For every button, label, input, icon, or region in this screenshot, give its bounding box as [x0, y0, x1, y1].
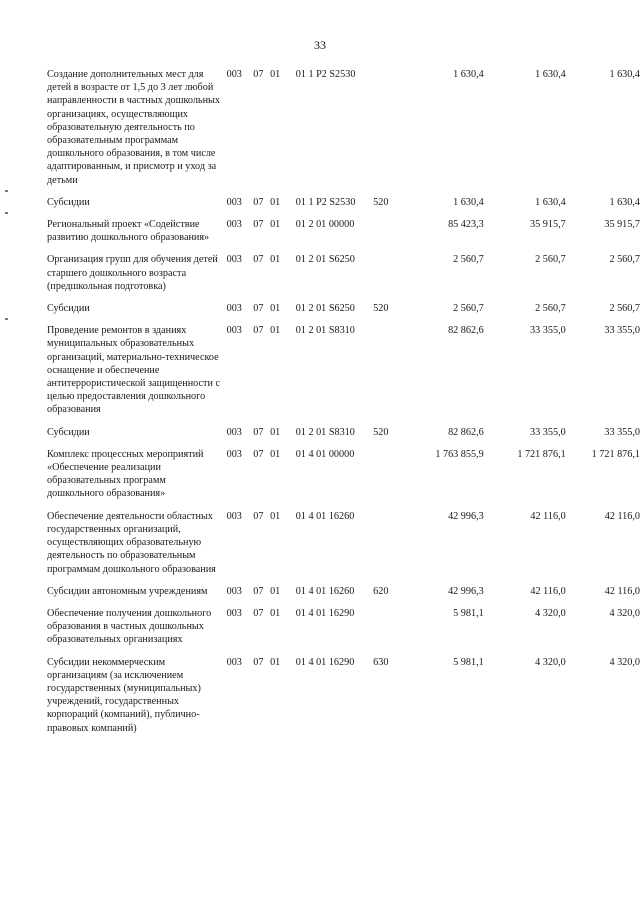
amount-year-2: 42 116,0	[530, 585, 566, 597]
table-row	[47, 448, 640, 510]
expense-name: Комплекс процессных мероприятий «Обеспечение реализации образовательных программ дошкольного образования»	[47, 448, 204, 500]
subsection-code: 01	[270, 585, 281, 597]
amount-year-1: 5 981,1	[453, 607, 484, 619]
table-row	[47, 656, 640, 744]
expense-type-code	[373, 448, 397, 510]
target-article-code: 01 4 01 16290	[295, 607, 355, 619]
grbs-code: 003	[226, 196, 242, 208]
section-code: 07	[253, 656, 264, 668]
amount-year-1: 42 996,3	[448, 510, 484, 522]
page-number: 33	[314, 38, 326, 52]
amount-year-1: 2 560,7	[453, 303, 484, 315]
section-code: 07	[253, 607, 264, 619]
grbs-code: 003	[226, 254, 242, 266]
amount-year-2: 1 630,4	[535, 196, 566, 208]
expense-name: Субсидии	[47, 303, 90, 315]
table-row	[47, 585, 640, 607]
grbs-code: 003	[226, 69, 242, 80]
grbs-code: 003	[226, 219, 242, 231]
amount-year-3: 33 355,0	[604, 426, 640, 438]
amount-year-1: 1 630,4	[453, 69, 484, 80]
grbs-code: 003	[226, 607, 242, 619]
grbs-code: 003	[226, 656, 242, 668]
amount-year-1: 1 763 855,9	[435, 448, 484, 460]
target-article-code: 01 2 01 S6250	[295, 303, 355, 315]
expense-type-code	[373, 218, 397, 253]
expense-name: Субсидии некоммерческим организациям (за исключением государственных (муниципальных) учреждений, государственных корпораций (компаний), публично-правовых компаний)	[47, 656, 201, 734]
amount-year-1: 5 981,1	[453, 656, 484, 668]
expense-type-code	[373, 607, 397, 656]
target-article-code: 01 4 01 00000	[295, 448, 355, 460]
expense-type-code	[373, 324, 397, 425]
table-row	[47, 302, 640, 324]
grbs-code: 003	[226, 510, 242, 522]
subsection-code: 01	[270, 303, 281, 315]
expense-type-code: 520	[373, 196, 389, 208]
section-code: 07	[253, 426, 264, 438]
amount-year-2: 33 355,0	[530, 426, 566, 438]
amount-year-2: 2 560,7	[535, 254, 566, 266]
amount-year-1: 42 996,3	[448, 585, 484, 597]
amount-year-2: 2 560,7	[535, 303, 566, 315]
grbs-code: 003	[226, 303, 242, 315]
table-row	[47, 510, 640, 585]
expense-type-code	[373, 68, 397, 196]
subsection-code: 01	[270, 69, 281, 80]
table-row	[47, 426, 640, 448]
section-code: 07	[253, 303, 264, 315]
expense-name: Организация групп для обучения детей старшего дошкольного возраста (предшкольная подготовка)	[47, 254, 218, 292]
amount-year-3: 35 915,7	[604, 219, 640, 231]
section-code: 07	[253, 585, 264, 597]
subsection-code: 01	[270, 325, 281, 337]
subsection-code: 01	[270, 656, 281, 668]
expense-type-code: 620	[373, 585, 389, 597]
budget-table	[47, 68, 640, 744]
expense-name: Создание дополнительных мест для детей в возрасте от 1,5 до 3 лет любой направленности в частных дошкольных организациях, осуществляющих образовательную деятельность по образовательным программам дошкольного образования, в том числе адаптированным, и присмотр и уход за детьми	[47, 69, 220, 186]
target-article-code: 01 1 P2 S2530	[295, 196, 356, 208]
amount-year-3: 42 116,0	[604, 585, 640, 597]
expense-type-code: 520	[373, 426, 389, 438]
subsection-code: 01	[270, 196, 281, 208]
section-code: 07	[253, 325, 264, 337]
amount-year-3: 33 355,0	[604, 325, 640, 337]
amount-year-2: 4 320,0	[535, 607, 566, 619]
section-code: 07	[253, 510, 264, 522]
table-row	[47, 68, 640, 196]
subsection-code: 01	[270, 219, 281, 231]
amount-year-3: 42 116,0	[604, 510, 640, 522]
amount-year-1: 82 862,6	[448, 325, 484, 337]
grbs-code: 003	[226, 448, 242, 460]
amount-year-2: 42 116,0	[530, 510, 566, 522]
section-code: 07	[253, 196, 264, 208]
expense-name: Проведение ремонтов в зданиях муниципальных образовательных организаций, материально-техническое оснащение и обеспечение антитеррористической защищенности с целью предоставления дошкольного образования	[47, 325, 221, 416]
amount-year-2: 1 721 876,1	[517, 448, 566, 460]
section-code: 07	[253, 69, 264, 80]
subsection-code: 01	[270, 426, 281, 438]
amount-year-3: 2 560,7	[609, 254, 640, 266]
expense-name: Обеспечение деятельности областных государственных организаций, осуществляющих образовательную деятельность по образовательным программам дошкольного образования	[47, 510, 216, 575]
table-row	[47, 218, 640, 253]
amount-year-2: 4 320,0	[535, 656, 566, 668]
section-code: 07	[253, 448, 264, 460]
expense-name: Субсидии	[47, 196, 90, 208]
amount-year-2: 33 355,0	[530, 325, 566, 337]
subsection-code: 01	[270, 510, 281, 522]
expense-type-code	[373, 510, 397, 585]
expense-name: Субсидии автономным учреждениям	[47, 585, 208, 597]
margin-mark	[5, 212, 8, 214]
amount-year-1: 82 862,6	[448, 426, 484, 438]
target-article-code: 01 4 01 16260	[295, 585, 355, 597]
amount-year-3: 4 320,0	[609, 607, 640, 619]
expense-type-code	[373, 253, 397, 302]
table-row	[47, 196, 640, 218]
subsection-code: 01	[270, 254, 281, 266]
table-row	[47, 253, 640, 302]
section-code: 07	[253, 254, 264, 266]
target-article-code: 01 2 01 S6250	[295, 254, 355, 266]
expense-type-code: 520	[373, 303, 389, 315]
target-article-code: 01 4 01 16290	[295, 656, 355, 668]
expense-name: Субсидии	[47, 426, 90, 438]
amount-year-2: 35 915,7	[530, 219, 566, 231]
expense-name: Региональный проект «Содействие развитию дошкольного образования»	[47, 219, 210, 244]
amount-year-3: 1 630,4	[609, 69, 640, 80]
amount-year-3: 2 560,7	[609, 303, 640, 315]
margin-mark	[5, 190, 8, 192]
expense-name: Обеспечение получения дошкольного образования в частных дошкольных образовательных организациях	[47, 607, 212, 646]
subsection-code: 01	[270, 448, 281, 460]
table-row	[47, 607, 640, 656]
expense-type-code: 630	[373, 656, 389, 668]
section-code: 07	[253, 219, 264, 231]
margin-mark	[5, 318, 8, 320]
grbs-code: 003	[226, 325, 242, 337]
target-article-code: 01 1 P2 S2530	[295, 69, 356, 80]
target-article-code: 01 2 01 S8310	[295, 325, 355, 337]
amount-year-1: 85 423,3	[448, 219, 484, 231]
grbs-code: 003	[226, 426, 242, 438]
amount-year-1: 2 560,7	[453, 254, 484, 266]
amount-year-3: 4 320,0	[609, 656, 640, 668]
amount-year-3: 1 630,4	[609, 196, 640, 208]
target-article-code: 01 2 01 00000	[295, 219, 355, 231]
amount-year-2: 1 630,4	[535, 69, 566, 80]
subsection-code: 01	[270, 607, 281, 619]
amount-year-1: 1 630,4	[453, 196, 484, 208]
target-article-code: 01 2 01 S8310	[295, 426, 355, 438]
target-article-code: 01 4 01 16260	[295, 510, 355, 522]
amount-year-3: 1 721 876,1	[591, 448, 640, 460]
grbs-code: 003	[226, 585, 242, 597]
table-row	[47, 324, 640, 425]
